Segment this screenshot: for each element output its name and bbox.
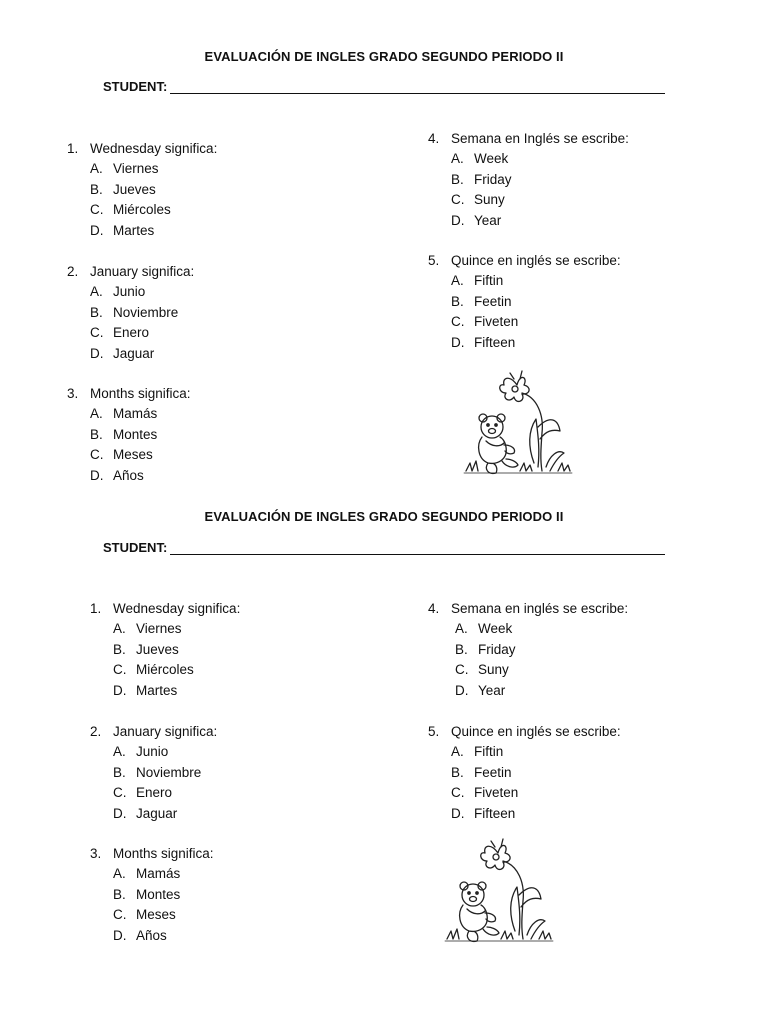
option-text: Fiftin <box>474 273 504 289</box>
option-d[interactable] <box>90 465 191 486</box>
option-letter: A. <box>451 151 464 167</box>
option-a[interactable] <box>451 742 621 763</box>
option-b[interactable] <box>113 884 214 905</box>
option-letter: A. <box>113 621 126 637</box>
option-letter: C. <box>113 785 127 801</box>
option-text: Friday <box>474 171 512 187</box>
option-text: Miércoles <box>136 662 194 678</box>
option-letter: B. <box>90 181 103 197</box>
option-d[interactable] <box>455 680 628 701</box>
option-letter: D. <box>455 682 469 698</box>
option-text: Años <box>136 927 167 943</box>
option-text: Friday <box>478 641 516 657</box>
option-letter: B. <box>90 304 103 320</box>
option-c[interactable] <box>455 660 628 681</box>
bear-with-flower-icon <box>443 835 555 947</box>
option-letter: D. <box>113 682 127 698</box>
option-c[interactable] <box>451 783 621 804</box>
option-d[interactable] <box>113 680 240 701</box>
option-b[interactable] <box>451 169 629 190</box>
option-a[interactable] <box>455 619 628 640</box>
option-letter: B. <box>451 293 464 309</box>
question-text: Months significa: <box>113 845 214 861</box>
option-letter: A. <box>455 621 468 637</box>
option-b[interactable] <box>113 762 217 783</box>
section-2-title: EVALUACIÓN DE INGLES GRADO SEGUNDO PERIODO II <box>204 509 564 524</box>
option-text: Meses <box>136 907 176 923</box>
option-a[interactable] <box>451 149 629 170</box>
option-letter: D. <box>113 805 127 821</box>
option-text: Suny <box>478 662 509 678</box>
option-text: Martes <box>136 682 178 698</box>
option-d[interactable] <box>113 803 217 824</box>
option-c[interactable] <box>113 783 217 804</box>
option-letter: D. <box>113 927 127 943</box>
question-text: January significa: <box>90 263 195 279</box>
option-text: Fiveten <box>474 785 519 801</box>
option-c[interactable] <box>451 312 621 333</box>
option-letter: B. <box>113 764 126 780</box>
option-text: Mamás <box>113 406 158 422</box>
option-d[interactable] <box>90 343 194 364</box>
question-text: Quince en inglés se escribe: <box>451 252 621 268</box>
option-letter: C. <box>113 662 127 678</box>
section-1-question-5 <box>428 250 621 353</box>
option-text: Montes <box>113 426 158 442</box>
option-text: Fifteen <box>474 334 516 350</box>
option-text: Viernes <box>136 621 182 637</box>
option-text: Week <box>478 621 513 637</box>
option-text: Fiftin <box>474 744 504 760</box>
section-2-question-3 <box>90 843 214 946</box>
option-letter: A. <box>90 161 103 177</box>
option-text: Jaguar <box>113 345 155 361</box>
question-number: 2. <box>90 723 102 739</box>
section-2-student-field[interactable] <box>170 554 665 555</box>
option-text: Fifteen <box>474 805 516 821</box>
option-letter: B. <box>90 426 103 442</box>
option-c[interactable] <box>90 445 191 466</box>
option-text: Mamás <box>136 866 181 882</box>
section-1-student-label: STUDENT: <box>103 79 168 94</box>
option-b[interactable] <box>455 639 628 660</box>
option-letter: A. <box>451 273 464 289</box>
question-number: 5. <box>428 723 440 739</box>
question-number: 4. <box>428 600 440 616</box>
option-text: Suny <box>474 192 505 208</box>
option-text: Feetin <box>474 764 512 780</box>
option-letter: B. <box>451 764 464 780</box>
option-letter: C. <box>90 325 104 341</box>
question-text: Semana en Inglés se escribe: <box>451 130 629 146</box>
option-text: Años <box>113 467 144 483</box>
option-b[interactable] <box>451 762 621 783</box>
option-a[interactable] <box>113 864 214 885</box>
option-letter: C. <box>451 192 465 208</box>
option-letter: D. <box>90 345 104 361</box>
section-2-question-1 <box>90 598 240 701</box>
section-2-question-2 <box>90 721 217 824</box>
option-d[interactable] <box>90 220 217 241</box>
option-text: Jaguar <box>136 805 178 821</box>
option-letter: C. <box>451 785 465 801</box>
option-c[interactable] <box>113 905 214 926</box>
section-2-question-5 <box>428 721 621 824</box>
question-text: Semana en inglés se escribe: <box>451 600 629 616</box>
option-d[interactable] <box>113 925 214 946</box>
option-text: Week <box>474 151 509 167</box>
option-letter: C. <box>90 447 104 463</box>
option-d[interactable] <box>451 803 621 824</box>
option-letter: A. <box>90 284 103 300</box>
question-text: Wednesday significa: <box>90 140 218 156</box>
option-a[interactable] <box>90 404 191 425</box>
option-b[interactable] <box>90 424 191 445</box>
option-letter: D. <box>451 805 465 821</box>
option-text: Noviembre <box>113 304 179 320</box>
option-text: Jueves <box>113 181 156 197</box>
option-c[interactable] <box>90 323 194 344</box>
option-letter: C. <box>90 202 104 218</box>
option-a[interactable] <box>113 742 217 763</box>
option-d[interactable] <box>451 332 621 353</box>
section-1-question-3 <box>67 383 191 486</box>
option-c[interactable] <box>90 200 217 221</box>
option-letter: D. <box>90 467 104 483</box>
option-letter: B. <box>451 171 464 187</box>
option-c[interactable] <box>113 660 240 681</box>
question-number: 4. <box>428 130 440 146</box>
option-text: Enero <box>136 785 173 801</box>
option-text: Junio <box>136 744 169 760</box>
option-letter: B. <box>113 641 126 657</box>
question-number: 1. <box>67 140 79 156</box>
option-a[interactable] <box>90 282 194 303</box>
section-1-question-4 <box>428 128 629 231</box>
section-1-title: EVALUACIÓN DE INGLES GRADO SEGUNDO PERIODO II <box>204 49 564 64</box>
option-c[interactable] <box>451 190 629 211</box>
question-number: 5. <box>428 252 440 268</box>
option-a[interactable] <box>113 619 240 640</box>
section-1-question-2 <box>67 261 194 364</box>
question-text: Quince en inglés se escribe: <box>451 723 621 739</box>
option-text: Martes <box>113 222 155 238</box>
option-letter: B. <box>455 641 468 657</box>
option-letter: D. <box>451 212 465 228</box>
question-number: 1. <box>90 600 102 616</box>
question-number: 3. <box>67 385 79 401</box>
option-letter: C. <box>455 662 469 678</box>
option-letter: A. <box>113 744 126 760</box>
question-text: Months significa: <box>90 385 191 401</box>
option-text: Year <box>474 212 502 228</box>
option-text: Montes <box>136 886 181 902</box>
section-1-student-field[interactable] <box>170 93 665 94</box>
question-text: Wednesday significa: <box>113 600 241 616</box>
option-letter: D. <box>90 222 104 238</box>
option-b[interactable] <box>113 639 240 660</box>
option-text: Year <box>478 682 506 698</box>
question-text: January significa: <box>113 723 218 739</box>
option-text: Miércoles <box>113 202 171 218</box>
option-letter: B. <box>113 886 126 902</box>
option-letter: A. <box>451 744 464 760</box>
option-d[interactable] <box>451 210 629 231</box>
option-text: Meses <box>113 447 153 463</box>
question-number: 2. <box>67 263 79 279</box>
option-letter: A. <box>113 866 126 882</box>
section-2-student-label: STUDENT: <box>103 540 168 555</box>
option-text: Noviembre <box>136 764 202 780</box>
option-b[interactable] <box>90 179 217 200</box>
option-text: Jueves <box>136 641 179 657</box>
option-text: Junio <box>113 284 146 300</box>
bear-with-flower-icon <box>462 367 574 479</box>
option-text: Feetin <box>474 293 512 309</box>
question-number: 3. <box>90 845 102 861</box>
section-2-question-4 <box>428 598 628 701</box>
option-letter: A. <box>90 406 103 422</box>
option-b[interactable] <box>90 302 194 323</box>
option-text: Viernes <box>113 161 159 177</box>
section-1-question-1 <box>67 138 217 241</box>
option-a[interactable] <box>451 271 621 292</box>
option-letter: D. <box>451 334 465 350</box>
option-b[interactable] <box>451 291 621 312</box>
option-text: Enero <box>113 325 150 341</box>
option-text: Fiveten <box>474 314 519 330</box>
option-letter: C. <box>113 907 127 923</box>
option-letter: C. <box>451 314 465 330</box>
option-a[interactable] <box>90 159 217 180</box>
